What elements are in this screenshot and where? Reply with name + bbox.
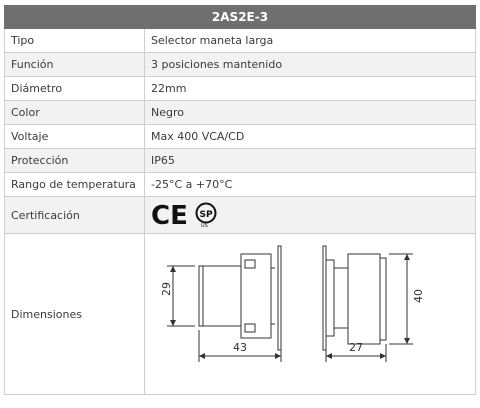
dimension-drawing <box>151 234 469 394</box>
table-title: 2AS2E-3 <box>5 6 476 29</box>
table-row <box>5 77 476 101</box>
certification-marks <box>145 197 476 234</box>
csa-mark-text: SP <box>199 210 213 220</box>
table-row <box>5 149 476 173</box>
row-value: 22mm <box>145 77 476 101</box>
ce-mark-text: CE <box>151 202 188 228</box>
dimension-43: 43 <box>233 341 247 354</box>
row-value: IP65 <box>145 149 476 173</box>
table-row <box>5 29 476 53</box>
row-value: Negro <box>145 101 476 125</box>
row-key: Voltaje <box>5 125 145 149</box>
row-key: Color <box>5 101 145 125</box>
row-value: -25°C a +70°C <box>145 173 476 197</box>
row-key: Certificación <box>5 197 145 234</box>
dimension-40: 40 <box>412 289 425 303</box>
row-value: Selector maneta larga <box>145 29 476 53</box>
row-key: Tipo <box>5 29 145 53</box>
cert-logos <box>151 202 469 228</box>
dimension-drawing-cell <box>145 234 476 395</box>
table-row <box>5 125 476 149</box>
row-key: Función <box>5 53 145 77</box>
spec-table <box>4 5 476 395</box>
row-value: 3 posiciones mantenido <box>145 53 476 77</box>
table-row-certification <box>5 197 476 234</box>
csa-us-mark-icon <box>195 202 219 228</box>
table-row <box>5 173 476 197</box>
row-key: Diámetro <box>5 77 145 101</box>
ce-mark-icon <box>151 202 191 228</box>
table-row <box>5 101 476 125</box>
dimension-27: 27 <box>349 341 363 354</box>
row-key: Dimensiones <box>5 234 145 395</box>
row-key: Rango de temperatura <box>5 173 145 197</box>
table-row <box>5 53 476 77</box>
table-row-dimensions <box>5 234 476 395</box>
row-value: Max 400 VCA/CD <box>145 125 476 149</box>
row-key: Protección <box>5 149 145 173</box>
csa-us-text: US <box>201 223 208 228</box>
dimension-29: 29 <box>160 282 173 296</box>
